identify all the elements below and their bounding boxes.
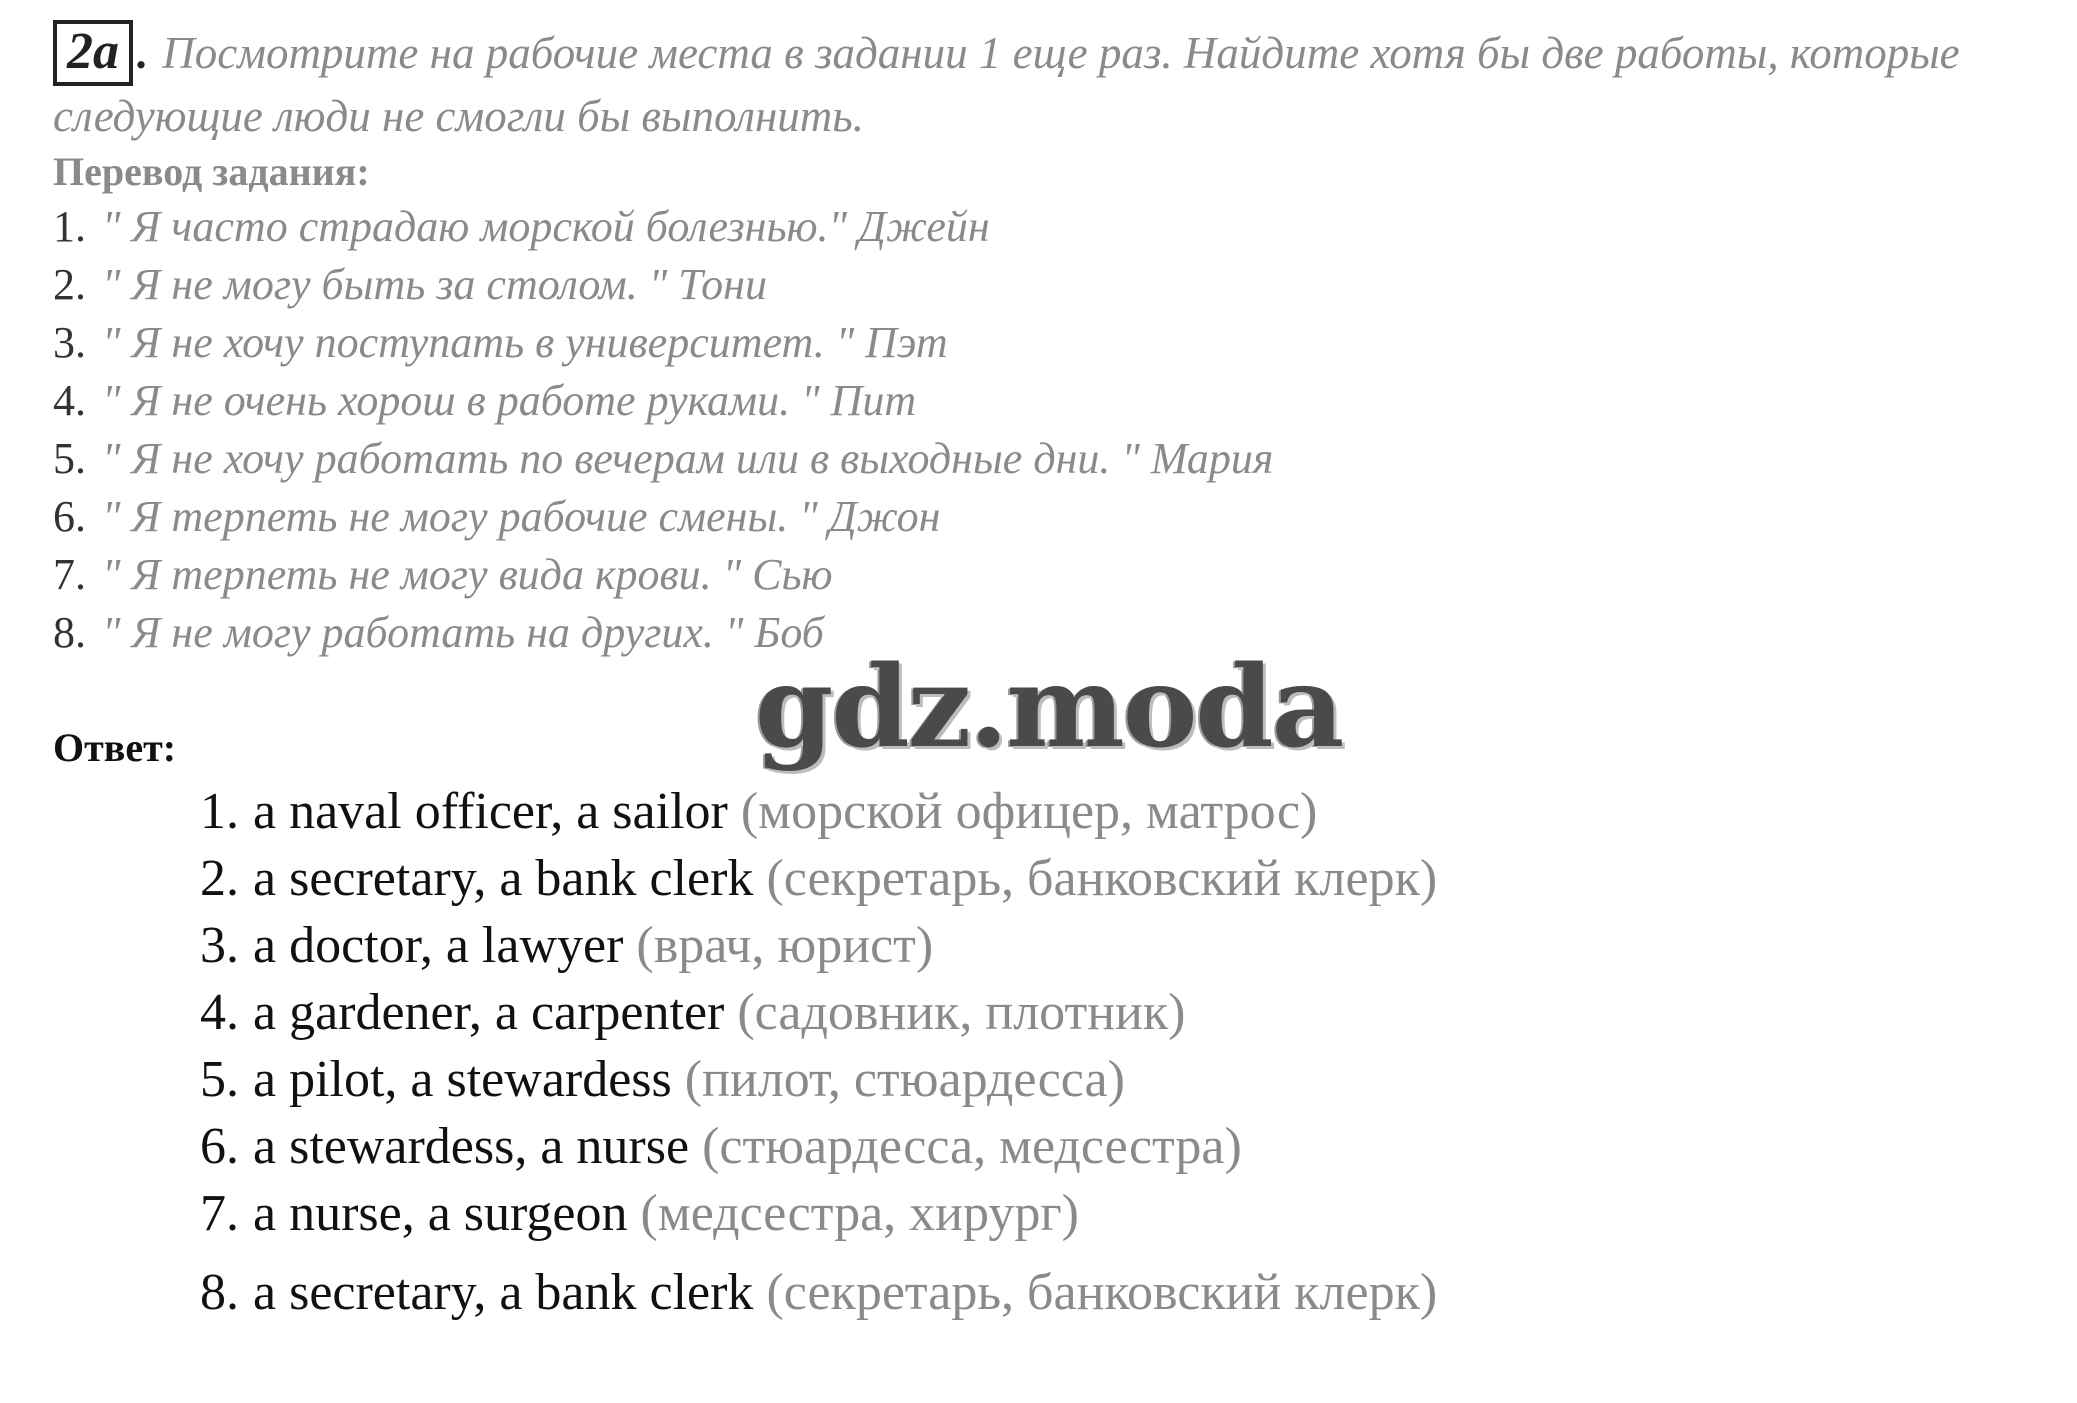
watermark-logo: gdz.moda bbox=[755, 642, 1343, 773]
task-header bbox=[53, 20, 2013, 147]
translation-item-text: " Я не хочу работать по вечерам или в выходные дни. " Мария bbox=[102, 434, 1274, 483]
task-number-badge: 2a bbox=[53, 20, 133, 86]
answer-item-russian: (морской офицер, матрос) bbox=[740, 783, 1318, 840]
answer-item-english: a pilot, a stewardess bbox=[253, 1051, 672, 1108]
answer-item-russian: (медсестра, хирург) bbox=[640, 1185, 1079, 1242]
answer-item-russian: (пилот, стюардесса) bbox=[684, 1051, 1125, 1108]
translation-item-number: 4. bbox=[53, 376, 86, 425]
answer-item-russian: (секретарь, банковский клерк) bbox=[766, 850, 1438, 907]
translation-item-text: " Я не могу быть за столом. " Тони bbox=[102, 260, 767, 309]
translation-item-number: 7. bbox=[53, 550, 86, 599]
answer-item-english: a nurse, a surgeon bbox=[253, 1185, 628, 1242]
answer-item-number: 3. bbox=[200, 917, 239, 974]
translation-item-text: " Я терпеть не могу вида крови. " Сью bbox=[102, 550, 833, 599]
translation-item bbox=[53, 488, 1273, 546]
answer-item bbox=[200, 1113, 1437, 1180]
answer-item bbox=[200, 912, 1437, 979]
translation-item bbox=[53, 546, 1273, 604]
answer-item-english: a secretary, a bank clerk bbox=[253, 850, 754, 907]
translation-item-text: " Я не хочу поступать в университет. " Пэт bbox=[102, 318, 948, 367]
answer-item-english: a naval officer, a sailor bbox=[253, 783, 728, 840]
answer-item bbox=[200, 845, 1437, 912]
translation-item-number: 1. bbox=[53, 202, 86, 251]
answer-item bbox=[200, 1259, 1437, 1326]
translation-item bbox=[53, 314, 1273, 372]
answer-item-english: a secretary, a bank clerk bbox=[253, 1264, 754, 1321]
translation-heading: Перевод задания: bbox=[53, 149, 370, 194]
translation-item-number: 8. bbox=[53, 608, 86, 657]
answer-item-number: 4. bbox=[200, 984, 239, 1041]
translation-item-number: 5. bbox=[53, 434, 86, 483]
answer-item-russian: (садовник, плотник) bbox=[737, 984, 1186, 1041]
answer-item-number: 5. bbox=[200, 1051, 239, 1108]
answer-item-number: 2. bbox=[200, 850, 239, 907]
translation-item bbox=[53, 372, 1273, 430]
translation-item bbox=[53, 256, 1273, 314]
translation-item bbox=[53, 430, 1273, 488]
task-instruction: Посмотрите на рабочие места в задании 1 еще раз. Найдите хотя бы две работы, которые следующие люди не смогли бы выполнить. bbox=[53, 28, 1960, 141]
answer-item-english: a doctor, a lawyer bbox=[253, 917, 624, 974]
answer-item bbox=[200, 1180, 1437, 1247]
translation-item-text: " Я часто страдаю морской болезнью." Джейн bbox=[102, 202, 990, 251]
answer-item-russian: (секретарь, банковский клерк) bbox=[766, 1264, 1438, 1321]
translation-item-number: 2. bbox=[53, 260, 86, 309]
answer-list bbox=[200, 778, 1437, 1326]
task-number-dot: . bbox=[137, 28, 149, 78]
answer-item-number: 1. bbox=[200, 783, 239, 840]
answer-item-number: 8. bbox=[200, 1264, 239, 1321]
answer-item-english: a gardener, a carpenter bbox=[253, 984, 725, 1041]
translation-item-number: 3. bbox=[53, 318, 86, 367]
answer-item-number: 7. bbox=[200, 1185, 239, 1242]
answer-item bbox=[200, 979, 1437, 1046]
answer-item-number: 6. bbox=[200, 1118, 239, 1175]
answer-item-russian: (стюардесса, медсестра) bbox=[702, 1118, 1242, 1175]
translation-item-text: " Я не очень хорош в работе руками. " Пит bbox=[102, 376, 917, 425]
translation-list bbox=[53, 198, 1273, 662]
translation-item bbox=[53, 198, 1273, 256]
translation-item-number: 6. bbox=[53, 492, 86, 541]
answer-heading: Ответ: bbox=[53, 725, 177, 770]
translation-item-text: " Я терпеть не могу рабочие смены. " Джон bbox=[102, 492, 941, 541]
answer-item bbox=[200, 1046, 1437, 1113]
answer-item-english: a stewardess, a nurse bbox=[253, 1118, 690, 1175]
translation-item-text: " Я не могу работать на других. " Боб bbox=[102, 608, 824, 657]
answer-item-russian: (врач, юрист) bbox=[636, 917, 934, 974]
answer-item bbox=[200, 778, 1437, 845]
